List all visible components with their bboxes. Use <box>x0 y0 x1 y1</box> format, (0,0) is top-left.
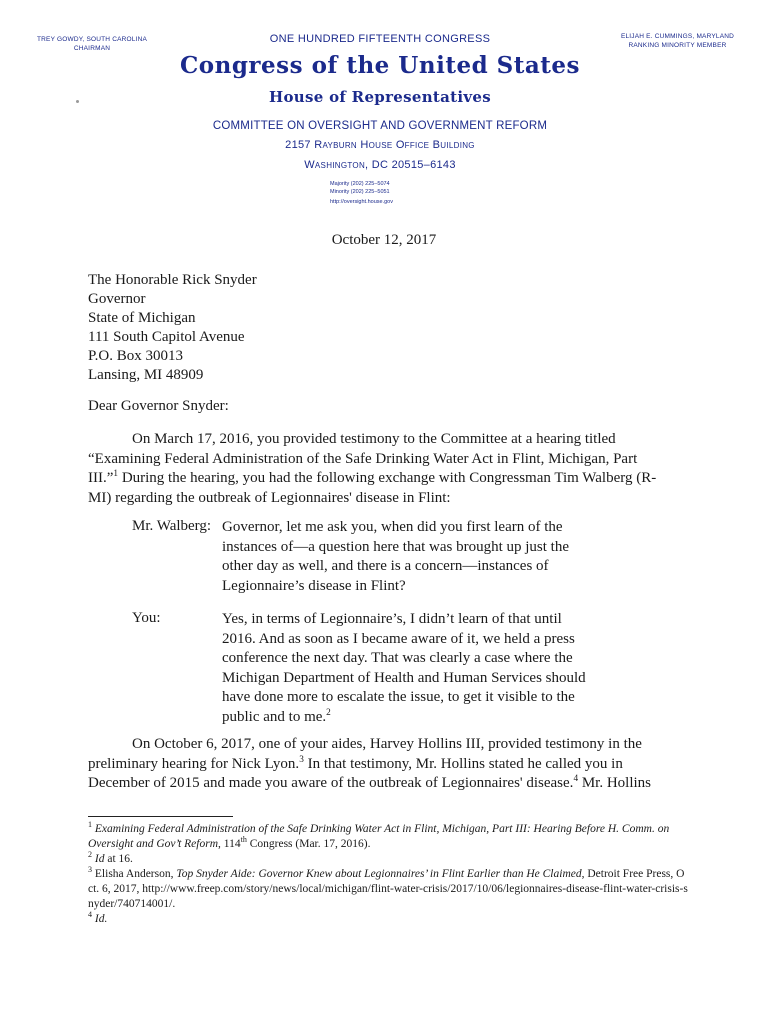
paragraph-text: In that testimony, Mr. Hollins stated he called you in <box>303 755 623 772</box>
paragraph-line: MI) regarding the outbreak of Legionnaires' disease in Flint: <box>88 489 451 506</box>
footnote-link-text[interactable]: , Detroit Free Press, Oct. 6, 2017, http://www.freep.com/story/news/local/michigan/flint-water-crisis/2017/10/06/legionnaires-disease-flint-water-crisis-snyder/740714001/. <box>88 868 688 910</box>
footnote-ref: 3 <box>299 754 304 765</box>
footnote <box>88 852 688 867</box>
exchange-line: 2016. And as soon as I became aware of it, we held a press <box>222 630 575 647</box>
chairman-block <box>22 35 162 53</box>
exchange-line: have done more to escalate the issue, to get it visible to the <box>222 689 575 705</box>
recipient-line: P.O. Box 30013 <box>88 348 184 364</box>
footnote-italic: Id. <box>94 913 108 925</box>
footnote-italic: Examining Federal Administration of the Safe Drinking Water Act in Flint, Michigan, Part III: Hearing Before H. Comm. on Oversight and Gov’t Reform <box>88 823 670 850</box>
paragraph-text: preliminary hearing for Nick Lyon. <box>88 755 300 772</box>
website-link[interactable]: http://oversight.house.gov <box>330 199 393 205</box>
footnote-text: Elisha Anderson, <box>92 868 177 880</box>
exchange-line: Governor, let me ask you, when did you first learn of the <box>222 519 563 535</box>
footnote-italic: Top Snyder Aide: Governor Knew about Legionnaires’ in Flint Earlier than He Claimed <box>176 868 582 880</box>
recipient-line: The Honorable Rick Snyder <box>88 272 257 288</box>
exchange-line: other day as well, and there is a concern—instances of <box>222 558 549 574</box>
recipient-line: 111 South Capitol Avenue <box>88 329 245 345</box>
exchange-text <box>222 518 588 596</box>
majority-phone: Majority (202) 225–5074 <box>330 181 390 187</box>
exchange-line: Michigan Department of Health and Human Services should <box>222 669 586 686</box>
footnote-italic: Id <box>94 853 105 865</box>
paragraph-line: On October 6, 2017, one of your aides, Harvey Hollins III, provided testimony in the <box>132 736 642 752</box>
congress-number: ONE HUNDRED FIFTEENTH CONGRESS <box>269 33 491 45</box>
paragraph-1 <box>88 430 680 508</box>
paragraph-text: During the hearing, you had the following exchange with Congressman Tim Walberg (R- <box>118 470 657 486</box>
ranking-member-name: ELIJAH E. CUMMINGS, MARYLAND <box>620 33 735 40</box>
exchange-line: Legionnaire’s disease in Flint? <box>222 577 406 594</box>
paragraph-line <box>88 755 680 775</box>
minority-phone: Minority (202) 225–5051 <box>330 189 390 195</box>
footnote-number: 1 <box>88 820 93 830</box>
committee-name: COMMITTEE ON OVERSIGHT AND GOVERNMENT REFORM <box>212 120 548 132</box>
address-line-2: Washington, DC 20515–6143 <box>304 159 456 171</box>
paragraph-line: On March 17, 2016, you provided testimony to the Committee at a hearing titled <box>132 431 616 447</box>
congress-title: Congress of the United States <box>179 52 581 79</box>
exchange-line <box>222 708 588 728</box>
footnote-number: 3 <box>88 865 93 875</box>
footnote-ordinal: th <box>240 835 247 845</box>
exchange-speaker: You: <box>132 610 161 626</box>
phone-numbers <box>330 180 450 196</box>
address-line-1: 2157 Rayburn House Office Building <box>285 139 475 151</box>
house-title: House of Representatives <box>269 88 491 106</box>
ranking-member-block <box>605 32 750 50</box>
footnote-text: at 16. <box>104 853 133 865</box>
recipient-line: State of Michigan <box>88 310 196 326</box>
footnote-text: , 114 <box>218 838 241 850</box>
footnote-ref: 1 <box>113 469 119 479</box>
paragraph-line: “Examining Federal Administration of the Safe Drinking Water Act in Flint, Michigan, Part <box>88 450 638 467</box>
paragraph-text: Mr. Hollins <box>578 775 652 791</box>
exchange-line: conference the next day. That was clearly a case where the <box>222 650 573 666</box>
salutation: Dear Governor Snyder: <box>88 398 229 414</box>
footnote-ref: 2 <box>326 707 331 718</box>
chairman-title: CHAIRMAN <box>73 45 111 52</box>
chairman-name: TREY GOWDY, SOUTH CAROLINA <box>36 36 148 43</box>
paragraph-line <box>88 774 680 794</box>
footnote <box>88 912 688 927</box>
exchange-text <box>222 610 588 727</box>
recipient-line: Lansing, MI 48909 <box>88 367 204 383</box>
stray-mark <box>76 100 79 103</box>
footnote <box>88 867 688 912</box>
footnote-divider <box>88 816 233 817</box>
paragraph-text: December of 2015 and made you aware of the outbreak of Legionnaires' disease. <box>88 775 574 791</box>
footnote-number: 4 <box>88 910 93 920</box>
exchange-line-text: public and to me. <box>222 708 327 725</box>
ranking-member-title: RANKING MINORITY MEMBER <box>628 42 727 49</box>
footnote <box>88 822 688 852</box>
exchange-line: Yes, in terms of Legionnaire’s, I didn’t learn of that until <box>222 611 562 627</box>
recipient-address <box>88 271 257 385</box>
paragraph-text: III.” <box>88 470 114 486</box>
recipient-line: Governor <box>88 291 146 307</box>
footnote-ref: 4 <box>573 774 579 784</box>
exchange-speaker: Mr. Walberg: <box>132 518 212 534</box>
paragraph-line <box>88 469 680 489</box>
footnotes <box>88 822 688 927</box>
footnote-number: 2 <box>88 850 93 860</box>
letter-date: October 12, 2017 <box>331 232 437 248</box>
paragraph-2 <box>88 735 680 794</box>
exchange-line: instances of—a question here that was brought up just the <box>222 538 570 555</box>
footnote-text: Congress (Mar. 17, 2016). <box>246 838 371 850</box>
